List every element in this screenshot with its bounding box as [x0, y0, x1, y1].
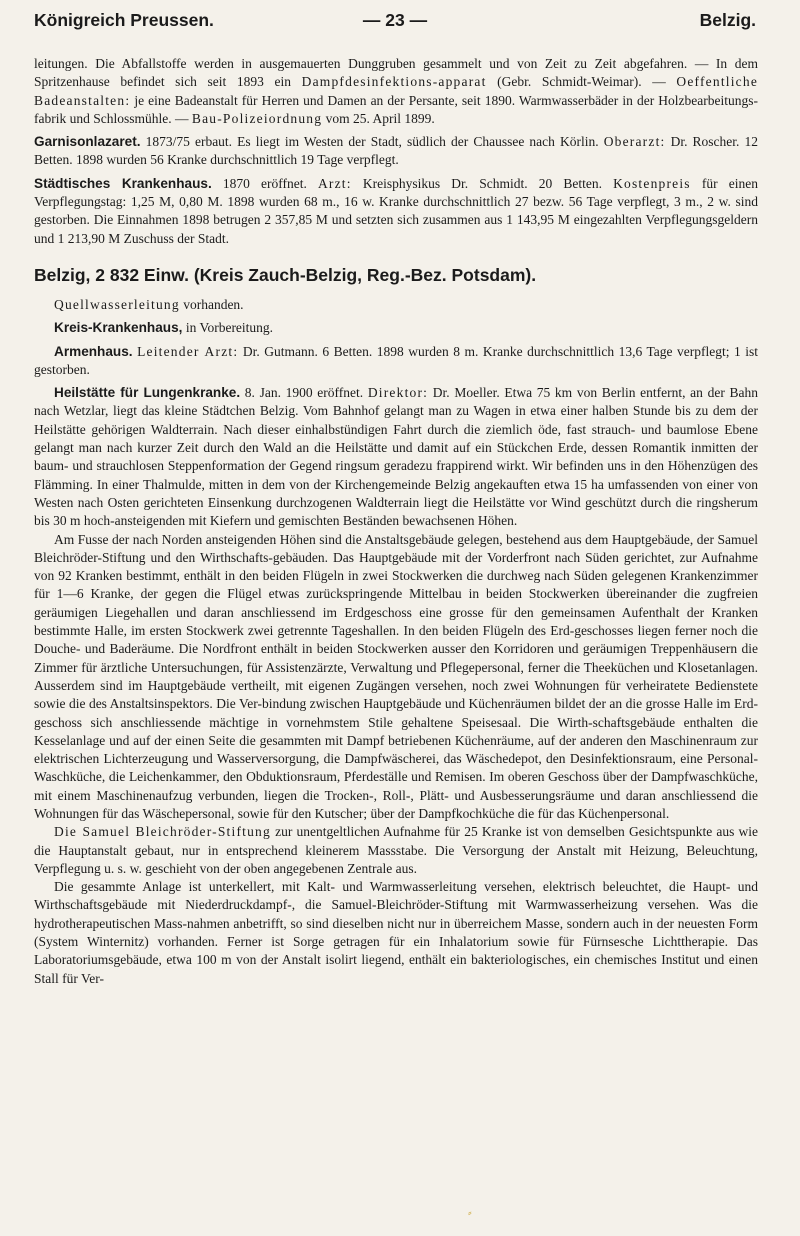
- paragraph-staedtisches-krankenhaus: Städtisches Krankenhaus. 1870 eröffnet. Arzt: Kreisphysikus Dr. Schmidt. 20 Betten. Kostenpreis für einen Verpflegungstag: 1,25 M, 0,80 M. 1898 wurden 68 m., 16 w. Kranke durchschnittlich 27 bezw. 56 Tage verpflegt, 3 m., 2 w. sind gestorben. Die Einnahmen 1898 betrugen 2 357,85 M und setzten sich zusammen aus 1 143,95 M eingezahlten Verpflegungsgeldern und 1 213,90 M Zuschuss der Stadt.: [34, 175, 759, 246]
- paragraph-bleichroeder-stiftung: Die Samuel Bleichröder-Stiftung zur unentgeltlichen Aufnahme für 25 Kranke ist von demselben Gesichtspunkte aus wie die Hauptanstalt gebaut, nur in entsprechend kleinerem Massstabe. Die Versorgung der Anstalt mit Heizung, Beleuchtung, Verpflegung u. s. w. geschieht von der oben angegebenen Zentrale aus.: [34, 824, 759, 876]
- paragraph-armenhaus: Armenhaus. Leitender Arzt: Dr. Gutmann. 6 Betten. 1898 wurden 8 m. Kranke durchschnittlich 13,6 Tage verpflegt; 1 ist gestorben.: [34, 343, 759, 377]
- page-number: — 23 —: [362, 10, 428, 30]
- body-text: [34, 55, 758, 988]
- running-header: [34, 10, 756, 36]
- paragraph-anstaltsgebaeude: Am Fusse der nach Norden ansteigenden Höhen sind die Anstaltsgebäude gelegen, bestehend aus dem Hauptgebäude, der Samuel Bleichröder-Stiftung und den Wirthschafts-gebäuden. Das Hauptgebäude mit der Vorderfront nach Süden gerichtet, zur Aufnahme von 92 Kranken bestimmt, enthält in den beiden Flügeln in zwei Stockwerken die durchweg nach Süden gelegenen Krankenzimmer für 1—6 Kranke, der gegen die Flügel etwas zurückspringende Mittelbau in beiden Stockwerken übereinander die zugfreien geräumigen Liegehallen und daran anschliessend im Erdgeschoss eine grosse für den gemeinsamen Aufenthalt der Kranken bestimmte Halle, im ersten Stockwerk zwei getrennte Tageshallen. In den beiden Flügeln des Erd-geschosses liegen ferner noch die Douche- und Baderäume. Die Nordfront enthält in beiden Stockwerken ausser den Korridoren und geräumigen Treppenhäusern die Zimmer für ärztliche Untersuchungen, für Assistenzärzte, Verwaltung und Pflegepersonal, ferner die Theeküchen und Klosetanlagen. Ausserdem sind im Hauptgebäude vertheilt, mit eigenen Zugängen versehen, noch zwei Wohnungen für verheiratete Bedienstete sowie die des Anstaltsinspektors. Die Ver-bindung zwischen Hauptgebäude und Küchenräumen bildet der an die grosse Halle im Erd-geschoss sich anschliessende mächtige in vornehmstem Stile gehaltene Speisesaal. Die Wirth-schaftsgebäude enthalten die Kesselanlage und auf der einen Seite die gesammten mit Dampf betriebenen Küchenräume, auf der anderen den Maschinenraum zur elektrischen Lichterzeugung und Wasserversorgung, die Dampfwäscherei, das Wäschedepot, den Desinfektionsraum, eine Personal-Waschküche, die Leichenkammer, den Obduktionsraum, Pferdeställe und Remisen. Im oberen Geschoss über der Dampfwaschküche, mit einem Maschinenaufzug verbunden, liegen die Trocken-, Roll-, Plätt- und Ausbesserungsräume und daran anschliessend die Wohnungen für das Wäschepersonal, sowie für den Kutscher; über der Dampfkochküche die für das Küchenpersonal.: [34, 531, 758, 821]
- section-heading: Garnisonlazaret.: [34, 134, 141, 150]
- paragraph-quellwasserleitung: Quellwasserleitung vorhanden.: [54, 296, 244, 312]
- section-heading: Städtisches Krankenhaus.: [34, 175, 212, 191]
- paragraph-kreis-krankenhaus: Kreis-Krankenhaus, in Vorbereitung.: [54, 320, 274, 336]
- town-heading: Belzig, 2 832 Einw. (Kreis Zauch-Belzig, Reg.-Bez. Potsdam).: [34, 264, 537, 285]
- section-heading: Heilstätte für Lungenkranke.: [54, 385, 241, 401]
- stray-ink-mark: ⸗: [468, 1207, 472, 1219]
- paragraph-garnisonlazaret: Garnisonlazaret. 1873/75 erbaut. Es liegt im Westen der Stadt, südlich der Chaussee nach Körlin. Oberarzt: Dr. Roscher. 12 Betten. 1898 wurden 56 Kranke durchschnittlich 19 Tage verpflegt.: [34, 134, 758, 168]
- paragraph-gesammte-anlage: Die gesammte Anlage ist unterkellert, mit Kalt- und Warmwasserleitung versehen, elektrisch beleuchtet, die Haupt- und Wirthschaftsgebäude mit Niederdruckdampf-, die Samuel-Bleichröder-Stiftung mit Warmwasserheizung versehen. Was die hydrotherapeutischen Mass-nahmen anbetrifft, so sind dieselben nicht nur in überreichem Masse, sondern auch in der neuesten Form (System Winternitz) vorhanden. Ferner ist Sorge getragen für ein Inhalatorium sowie für Fürnsesche Lichttherapie. Das Laboratoriumsgebäude, etwa 100 m von der Anstalt isolirt liegend, enthält ein bakteriologisches, ein chemisches Institut und einen Stall für Ver-: [34, 879, 758, 986]
- header-left: Königreich Preussen.: [34, 10, 214, 30]
- paragraph-heilstaette: Heilstätte für Lungenkranke. 8. Jan. 1900 eröffnet. Direktor: Dr. Moeller. Etwa 75 km von Berlin entfernt, an der Bahn nach Wetzlar, liegt das kleine Städtchen Belzig. Vom Bahnhof gelangt man zu Wagen in etwa einer halben Stunde bis zu dem der Heilstätte gehörigen Waldterrain. Nach dieser einhalbstündigen Fahrt durch die ziemlich öde, fast strauch- und baumlose Ebene gelangt man nach kurzer Zeit durch den Wald an die Heilstätte und damit auf ein Stückchen Erde, dessen Romantik inmitten der baum- und strauchlosen Steppenformation der Gegend ringsum geradezu frappirend wirkt. Wir befinden uns in den Höhenzügen des Flämming. In einer Thalmulde, mitten in dem von der Kirchengemeinde Belzig angekauften etwa 15 ha umfassenden von einer von Westen nach Osten gerichteten Einsenkung durchzogenen Waldterrain liegt die Heilstätte vor Wind geschützt durch die ringsherum bis 30 m hoch-ansteigenden mit Kiefern und gemischten Beständen bewachsenen Höhen.: [34, 385, 758, 529]
- section-heading: Armenhaus.: [54, 343, 133, 359]
- paragraph-sanitation: leitungen. Die Abfallstoffe werden in ausgemauerten Dunggruben gesammelt und von Zeit zu Zeit abgefahren. — In dem Spritzenhause befindet sich seit 1893 ein Dampfdesinfektions-apparat (Gebr. Schmidt-Weimar). — Oeffentliche Badeanstalten: je eine Badeanstalt für Herren und Damen an der Persante, seit 1890. Warmwasserbäder in der Holzbearbeitungs-fabrik und Schlossmühle. — Bau-Polizeiordnung vom 25. April 1899.: [34, 56, 759, 126]
- section-heading: Kreis-Krankenhaus,: [54, 320, 183, 336]
- header-right: Belzig.: [699, 10, 756, 30]
